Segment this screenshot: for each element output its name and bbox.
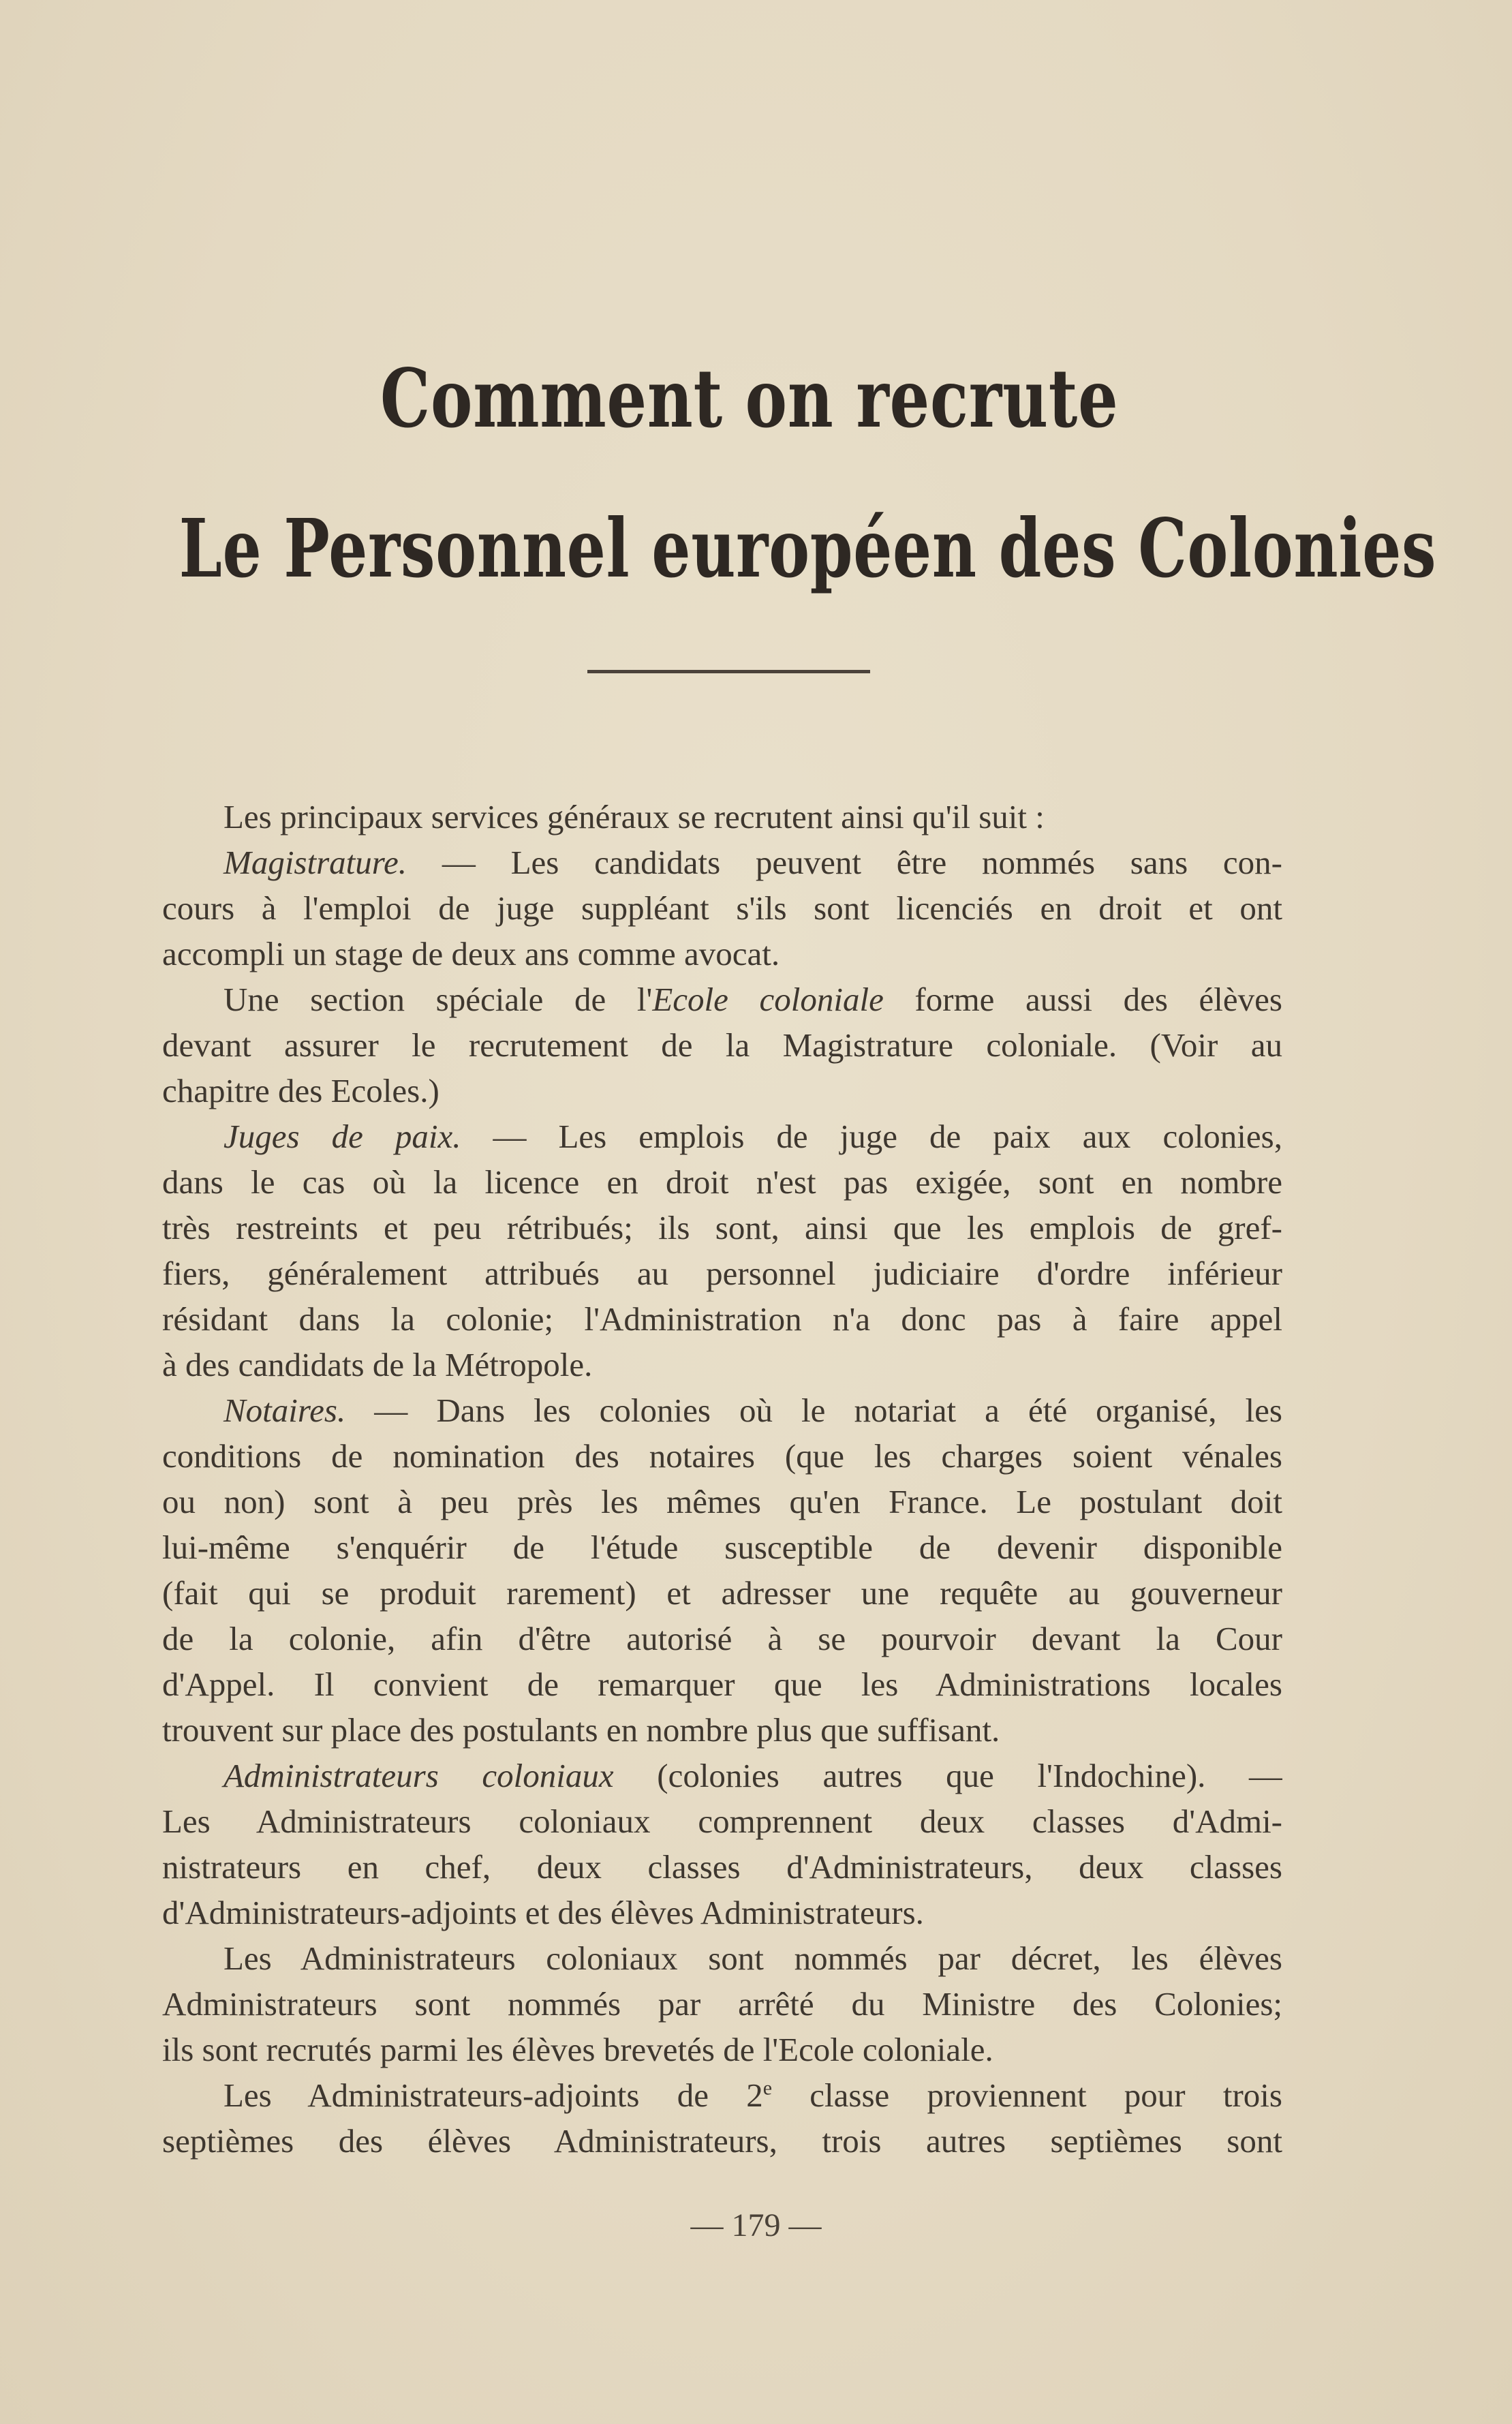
paragraph-line: de la colonie, afin d'être autorisé à se pourvoir devant la Cour bbox=[162, 1620, 1282, 1657]
paragraph-line: nistrateurs en chef, deux classes d'Administrateurs, deux classes bbox=[162, 1848, 1282, 1886]
paragraph-line: d'Appel. Il convient de remarquer que les Administrations locales bbox=[162, 1666, 1282, 1703]
paragraph-line: Juges de paix. — Les emplois de juge de paix aux colonies, bbox=[223, 1118, 1282, 1155]
paragraph-line: Les Administrateurs coloniaux comprennent deux classes d'Admi- bbox=[162, 1802, 1282, 1840]
page-number: — 179 — bbox=[690, 2207, 822, 2243]
title-line-2: Le Personnel européen des Colonies bbox=[179, 501, 1437, 596]
paragraph-line: ils sont recrutés parmi les élèves brevetés de l'Ecole coloniale. bbox=[162, 2031, 993, 2068]
paragraph-line: chapitre des Ecoles.) bbox=[162, 1072, 439, 1109]
section-heading-magistrature: Magistrature. bbox=[223, 844, 407, 881]
title-line-1: Comment on recrute bbox=[380, 351, 1119, 446]
paragraph-line: trouvent sur place des postulants en nombre plus que suffisant. bbox=[162, 1711, 1000, 1749]
paragraph-line: d'Administrateurs-adjoints et des élèves Administrateurs. bbox=[162, 1894, 924, 1931]
ecole-coloniale-emphasis: Ecole coloniale bbox=[652, 981, 884, 1018]
paragraph-line: conditions de nomination des notaires (que les charges soient vénales bbox=[162, 1437, 1282, 1475]
paragraph-line: à des candidats de la Métropole. bbox=[162, 1346, 593, 1383]
paragraph-line: Magistrature. — Les candidats peuvent être nommés sans con- bbox=[223, 844, 1282, 881]
article-body bbox=[162, 794, 1282, 2164]
paragraph-line: fiers, généralement attribués au personnel judiciaire d'ordre inférieur bbox=[162, 1255, 1282, 1292]
section-heading-administrateurs: Administrateurs coloniaux bbox=[223, 1757, 614, 1794]
superscript-e: e bbox=[762, 2076, 773, 2100]
paragraph-line: lui-même s'enquérir de l'étude susceptible de devenir disponible bbox=[162, 1529, 1282, 1566]
paragraph-line: cours à l'emploi de juge suppléant s'ils sont licenciés en droit et ont bbox=[162, 889, 1282, 927]
paragraph-line: septièmes des élèves Administrateurs, trois autres septièmes sont bbox=[162, 2122, 1282, 2160]
paragraph-line: très restreints et peu rétribués; ils sont, ainsi que les emplois de gref- bbox=[162, 1209, 1282, 1246]
paragraph-line: Notaires. — Dans les colonies où le notariat a été organisé, les bbox=[223, 1392, 1282, 1429]
paragraph-line: résidant dans la colonie; l'Administration n'a donc pas à faire appel bbox=[162, 1300, 1282, 1338]
paragraph-line: Les Administrateurs coloniaux sont nommés par décret, les élèves bbox=[223, 1939, 1282, 1977]
section-heading-juges-de-paix: Juges de paix. bbox=[223, 1118, 461, 1155]
paragraph-line: dans le cas où la licence en droit n'est pas exigée, sont en nombre bbox=[162, 1163, 1282, 1201]
section-heading-notaires: Notaires. bbox=[223, 1392, 346, 1429]
paragraph-line: Les Administrateurs-adjoints de 2e classe proviennent pour trois bbox=[223, 2076, 1282, 2114]
paragraph-line: (fait qui se produit rarement) et adresser une requête au gouverneur bbox=[162, 1574, 1282, 1612]
title-divider bbox=[587, 670, 870, 673]
paragraph-line: Administrateurs coloniaux (colonies autres que l'Indochine). — bbox=[223, 1757, 1282, 1794]
paragraph-line: Une section spéciale de l'Ecole coloniale forme aussi des élèves bbox=[223, 981, 1282, 1018]
paragraph-line: ou non) sont à peu près les mêmes qu'en France. Le postulant doit bbox=[162, 1483, 1282, 1520]
paragraph-line: Les principaux services généraux se recrutent ainsi qu'il suit : bbox=[223, 798, 1045, 835]
paragraph-line: devant assurer le recrutement de la Magistrature coloniale. (Voir au bbox=[162, 1026, 1282, 1064]
paragraph-line: accompli un stage de deux ans comme avocat. bbox=[162, 935, 780, 972]
paragraph-line: Administrateurs sont nommés par arrêté du Ministre des Colonies; bbox=[162, 1985, 1282, 2023]
